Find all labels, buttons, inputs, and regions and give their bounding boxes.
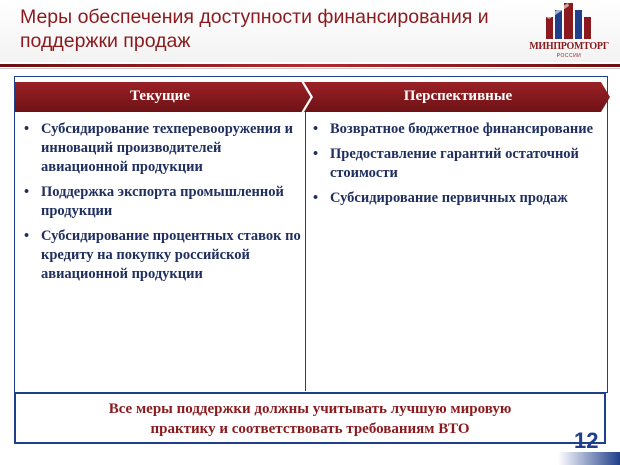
conclusion-line-1: Все меры поддержки должны учитывать лучшую мировую bbox=[108, 401, 512, 417]
list-item-text: Поддержка экспорта промышленной продукции bbox=[41, 184, 284, 219]
bullet-dot-icon: • bbox=[24, 121, 30, 137]
bullet-dot-icon: • bbox=[313, 190, 319, 206]
category-tabs bbox=[15, 82, 611, 112]
list-item-text: Предоставление гарантий остаточной стоимости bbox=[330, 146, 579, 181]
list-item-text: Возвратное бюджетное финансирование bbox=[330, 121, 594, 137]
logo-subtitle: РОССИИ bbox=[556, 53, 582, 59]
current-measures-list bbox=[24, 120, 306, 290]
slide-title: Меры обеспечения доступности финансирования и поддержки продаж bbox=[20, 6, 489, 52]
list-item-text: Субсидирование техперевооружения и инноваций производителей авиационной продукции bbox=[41, 121, 293, 175]
ministry-logo bbox=[526, 3, 612, 63]
header-rule bbox=[0, 64, 620, 67]
list-item bbox=[24, 227, 306, 284]
prospective-measures-list bbox=[313, 120, 599, 214]
conclusion-box bbox=[14, 392, 606, 444]
bullet-dot-icon: • bbox=[24, 228, 30, 244]
header-rule-thin bbox=[0, 68, 620, 69]
list-item bbox=[24, 183, 306, 221]
list-item bbox=[313, 120, 599, 139]
list-item bbox=[313, 145, 599, 183]
bullet-dot-icon: • bbox=[313, 146, 319, 162]
ministry-emblem-icon bbox=[546, 3, 592, 39]
conclusion-text bbox=[16, 399, 604, 439]
conclusion-line-2: практику и соответствовать требованиям ВТО bbox=[150, 421, 470, 437]
page-number: 12 bbox=[574, 428, 599, 453]
slide-header bbox=[0, 0, 620, 62]
logo-name: МИНПРОМТОРГ bbox=[529, 41, 609, 52]
bullet-dot-icon: • bbox=[313, 121, 319, 137]
bullet-dot-icon: • bbox=[24, 184, 30, 200]
list-item-text: Субсидирование процентных ставок по кредиту на покупку российской авиационной продукции bbox=[41, 228, 301, 282]
list-item-text: Субсидирование первичных продаж bbox=[330, 190, 568, 206]
tab-current: Текущие bbox=[130, 88, 190, 104]
list-item bbox=[24, 120, 306, 177]
tab-prospective: Перспективные bbox=[403, 88, 513, 104]
list-item bbox=[313, 189, 599, 208]
